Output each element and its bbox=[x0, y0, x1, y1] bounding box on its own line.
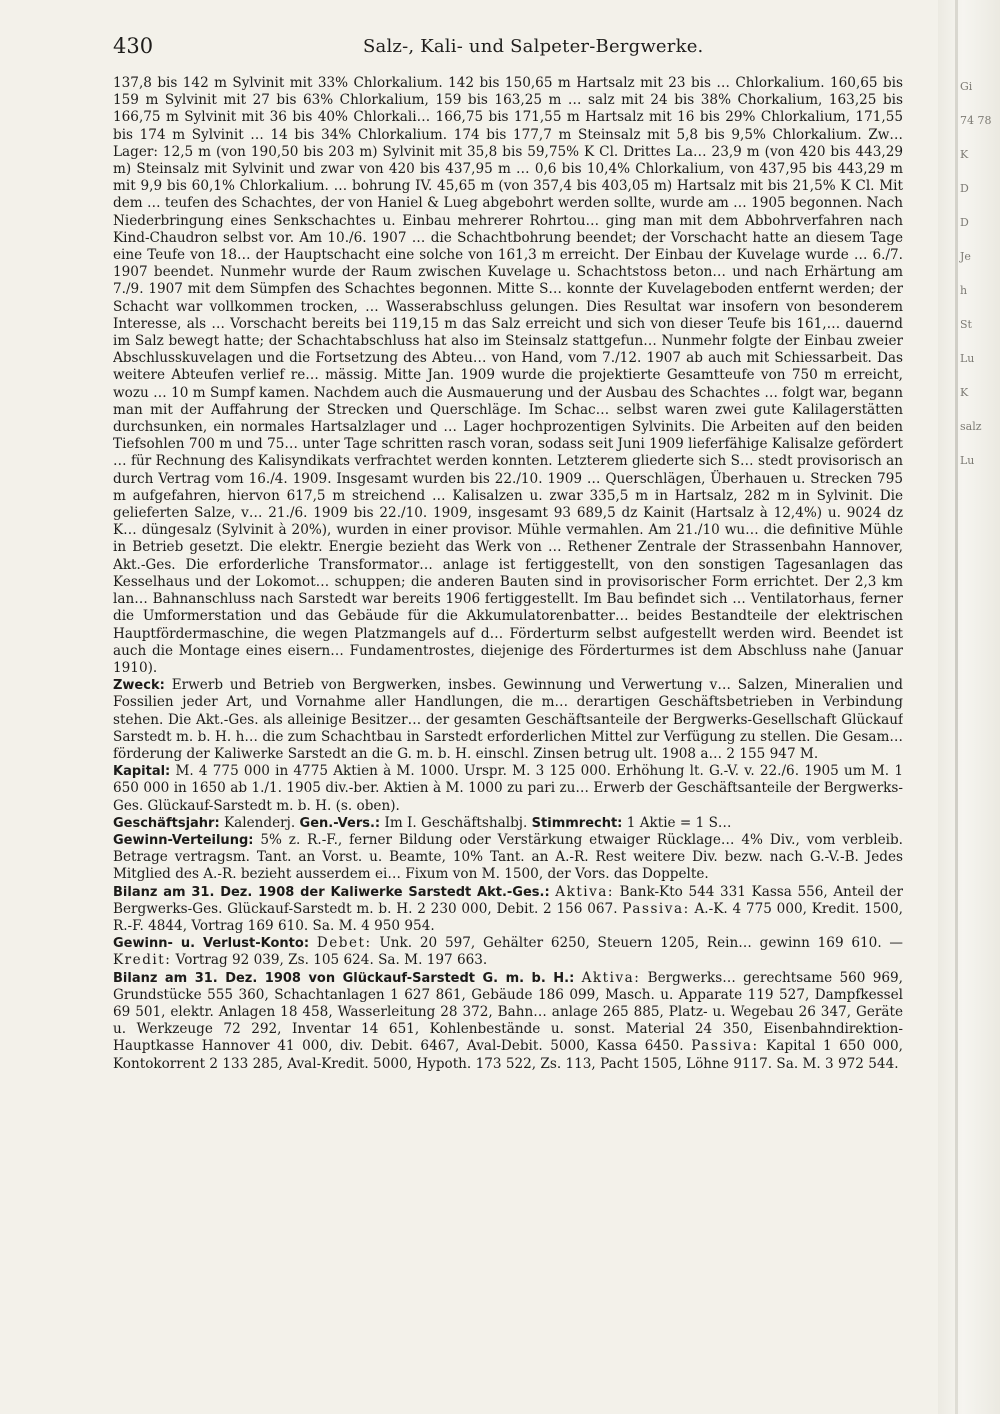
geschaeftsjahr-paragraph bbox=[113, 815, 903, 832]
page-number: 430 bbox=[113, 34, 154, 58]
gewinnverteilung-label: Gewinn-Verteilung: bbox=[113, 832, 254, 848]
gewinn-verlust-paragraph bbox=[113, 935, 903, 969]
bilanz-glueckauf-aktiva-label: Aktiva: bbox=[581, 969, 641, 986]
zweck-text: Erwerb und Betrieb von Bergwerken, insbes. Gewinnung und Verwertung v… Salzen, Mineralien und Fossilien jeder Art, und Vornahme aller Handlungen, die m… derartigen Geschäftsbetrieben in Verbindung stehen. Die Akt.-Ges. als alleinige Besitzer… der gesamten Geschäftsanteile der Bergwerks-Gesellschaft Glückauf Sarstedt m. b. H. h… die zum Schachtbau in Sarstedt erforderlichen Mittel zur Verfügung zu stellen. Die Gesam… förderung der Kaliwerke Sarstedt an die G. m. b. H. einschl. Zinsen betrug ult. 1908 a… 2 155 947 M. bbox=[113, 677, 903, 762]
margin-fragment: D bbox=[960, 182, 969, 195]
adjacent-page-bleed bbox=[960, 70, 1000, 570]
bilanz-kaliwerke-paragraph bbox=[113, 884, 903, 936]
bilanz-glueckauf-passiva-text: Kapital 1 650 000, Kontokorrent 2 133 285, Aval-Kredit. 5000, Hypoth. 173 522, Zs. 113, Pacht 1505, Löhne 9117. Sa. M. 3 972 544. bbox=[113, 1038, 903, 1072]
bilanz-kaliwerke-passiva-text: A.-K. 4 775 000, Kredit. 1500, R.-F. 4844, Vortrag 169 610. Sa. M. 4 950 954. bbox=[113, 900, 903, 934]
gewinn-verlust-debet-label: Debet: bbox=[316, 935, 372, 952]
running-title: Salz-, Kali- und Salpeter-Bergwerke. bbox=[363, 36, 704, 57]
margin-fragment: Je bbox=[960, 250, 971, 263]
geschaeftsjahr-label: Geschäftsjahr: bbox=[113, 815, 220, 831]
margin-fragment: D bbox=[960, 216, 969, 229]
margin-fragment: K bbox=[960, 148, 969, 161]
margin-fragment: Lu bbox=[960, 454, 975, 467]
history-paragraph: 137,8 bis 142 m Sylvinit mit 33% Chlorkalium. 142 bis 150,65 m Hartsalz mit 23 bis … Chlorkalium. 160,65 bis 159 m Sylvinit mit 27 bis 63% Chlorkalium, 159 bis 163,25 m … salz mit 24 bis 38% Chorkalium, 163,25 bis 166,75 m Sylvinit mit 36 bis 40% Chlorkali… 166,75 bis 171,55 m Hartsalz mit 16 bis 29% Chlorkalium, 171,55 bis 174 m Sylvinit … 14 bis 34% Chlorkalium. 174 bis 177,7 m Steinsalz mit 5,8 bis 9,5% Chlorkalium. Zw… Lager: 12,5 m (von 190,50 bis 203 m) Sylvinit mit 35,8 bis 59,75% K Cl. Drittes La… 23,9 m (von 420 bis 443,29 m) Steinsalz mit Sylvinit und zwar von 420 bis 437,95 m … 0,6 bis 10,4% Chlorkalium, von 437,95 bis 443,29 m mit 9,9 bis 60,1% Chlorkalium. … bohrung IV. 45,65 m (von 357,4 bis 403,05 m) Hartsalz mit bis 21,5% K Cl. Mit dem … teufen des Schachtes, der von Haniel & Lueg abgebohrt werden sollte, wurde am … 1905 begonnen. Nach Niederbringung eines Senkschachtes u. Einbau mehrerer Rohrtou… ging man mit dem Abbohrverfahren nach Kind-Chaudron selbst vor. Am 10./6. 1907 … die Schachtbohrung beendet; der Vorschacht hatte an diesem Tage eine Teufe von 18… der Hauptschacht eine solche von 161,3 m erreicht. Der Einbau der Kuvelage wurde … 6./7. 1907 beendet. Nunmehr wurde der Raum zwischen Kuvelage u. Schachtstoss beton… und nach Erhärtung am 7./9. 1907 mit dem Sümpfen des Schachtes begonnen. Mitte S… konnte der Kuvelageboden entfernt werden; der Schacht war vollkommen trocken, … Wasserabschluss gelungen. Dies Resultat war insofern von besonderem Interesse, als … Vorschacht bereits bei 119,15 m das Salz erreicht und sich von dieser Teufe bis 161,… dauernd im Salz bewegt hatte; der Schachtabschluss hat also im Steinsalz stattgefun… Nunmehr folgte der Einbau zweier Abschlusskuvelagen und die Fortsetzung des Abteu… von Hand, vom 7./12. 1907 ab auch mit Schiessarbeit. Das weitere Abteufen verlief re… mässig. Mitte Jan. 1909 wurde die projektierte Gesamtteufe von 750 m erreicht, wozu … 10 m Sumpf kamen. Nachdem auch die Ausmauerung und der Ausbau des Schachtes … folgt war, begann man mit der Auffahrung der Strecken und Querschläge. Im Schac… selbst waren zwei gute Kalilagerstätten durchsunken, ein normales Hartsalzlager und … Lager hochprozentigen Sylvinits. Die Arbeiten auf den beiden Tiefsohlen 700 m und 75… unter Tage schritten rasch voran, sodass seit Juni 1909 lieferfähige Kalisalze gefördert … für Rechnung des Kalisyndikats verfrachtet werden konnten. Letzterem gliederte sich S… stedt provisorisch an durch Vertrag vom 16./4. 1909. Insgesamt wurden bis 22./10. 1909 … Querschlägen, Überhauen u. Strecken 795 m aufgefahren, hiervon 617,5 m streichend … Kalisalzen u. zwar 335,5 m in Hartsalz, 282 m in Sylvinit. Die gelieferten Salze, v… 21./6. 1909 bis 22./10. 1909, insgesamt 93 689,5 dz Kainit (Hartsalz à 12,4%) u. 9024 dz K… düngesalz (Sylvinit à 20%), wurden in einer provisor. Mühle vermahlen. Am 21./10 wu… die definitive Mühle in Betrieb gesetzt. Die elektr. Energie bezieht das Werk von … Rethener Zentrale der Strassenbahn Hannover, Akt.-Ges. Die erforderliche Transformator… anlage ist fertiggestellt, von den sonstigen Tagesanlagen das Kesselhaus und der Lokomot… schuppen; die anderen Bauten sind in provisorischer Form errichtet. Der 2,3 km lan… Bahnanschluss nach Sarstedt war bereits 1906 fertiggestellt. Im Bau befindet sich … Ventilatorhaus, ferner die Umformerstation und das Gebäude für die Akkumulatorenbatter… beides Bestandteile der elektrischen Hauptfördermaschine, die wegen Platzmangels auf d… Förderturm selbst aufgestellt werden wird. Beendet ist auch die Montage eines eisern… Fundamentrostes, diejenige des Förderturmes ist dem Abschluss nahe (Januar 1910). bbox=[113, 75, 903, 676]
margin-fragment: Gi bbox=[960, 80, 973, 93]
bilanz-glueckauf-label: Bilanz am 31. Dez. 1908 von Glückauf-Sarstedt G. m. b. H.: bbox=[113, 970, 575, 986]
gewinn-verlust-debet-text: Unk. 20 597, Gehälter 6250, Steuern 1205, Rein… gewinn 169 610. bbox=[379, 935, 882, 952]
gewinn-verlust-label: Gewinn- u. Verlust-Konto: bbox=[113, 936, 310, 952]
margin-fragment: 74 78 bbox=[960, 114, 992, 127]
bilanz-kaliwerke-label: Bilanz am 31. Dez. 1908 der Kaliwerke Sarstedt Akt.-Ges.: bbox=[113, 884, 550, 900]
running-head bbox=[113, 34, 903, 64]
gewinnverteilung-text: 5% z. R.-F., ferner Bildung oder Verstärkung etwaiger Rücklage… 4% Div., vom verbleib. Betrage vertragsm. Tant. an Vorst. u. Beamte, 10% Tant. an A.-R. Rest weitere Div. bezw. nach G.-V.-B. Jedes Mitglied des A.-R. bezieht ausserdem ei… Fixum von M. 1500, der Vors. das Doppelte. bbox=[113, 831, 903, 883]
gewinn-verlust-separator: — bbox=[889, 935, 903, 952]
genvers-label: Gen.-Vers.: bbox=[299, 815, 381, 831]
bilanz-kaliwerke-aktiva-text: Bank-Kto 544 331 Kassa 556, Anteil der Bergwerks-Ges. Glückauf-Sarstedt m. b. H. 2 230 000, Debit. 2 156 067. bbox=[113, 883, 903, 917]
kapital-text: M. 4 775 000 in 4775 Aktien à M. 1000. Urspr. M. 3 125 000. Erhöhung lt. G.-V. v. 22./6. 1905 um M. 1 650 000 in 1650 ab 1./1. 1905 div.-ber. Aktien à M. 1000 zu pari zu… Erwerb der Geschäftsanteile der Bergwerks-Ges. Glückauf-Sarstedt m. b. H. (s. oben). bbox=[113, 763, 903, 814]
gewinn-verlust-kredit-label: Kredit: bbox=[113, 952, 172, 969]
kapital-label: Kapital: bbox=[113, 764, 171, 780]
margin-fragment: St bbox=[960, 318, 972, 331]
kapital-paragraph bbox=[113, 763, 903, 815]
stimmrecht-label: Stimmrecht: bbox=[531, 815, 623, 831]
margin-fragment: h bbox=[960, 284, 968, 297]
gewinn-verlust-kredit-text: Vortrag 92 039, Zs. 105 624. Sa. M. 197 663. bbox=[175, 952, 488, 969]
body-text bbox=[113, 75, 903, 1375]
bilanz-glueckauf-passiva-label: Passiva: bbox=[691, 1038, 759, 1055]
gutter-shadow bbox=[955, 0, 958, 1414]
geschaeftsjahr-text: Kalenderj. bbox=[224, 814, 296, 831]
margin-fragment: Lu bbox=[960, 352, 975, 365]
gewinnverteilung-paragraph bbox=[113, 832, 903, 884]
bilanz-glueckauf-paragraph bbox=[113, 970, 903, 1073]
margin-fragment: salz bbox=[960, 420, 982, 433]
stimmrecht-text: 1 Aktie = 1 S… bbox=[626, 814, 732, 831]
bilanz-kaliwerke-aktiva-label: Aktiva: bbox=[555, 883, 614, 900]
margin-fragment: K bbox=[960, 386, 969, 399]
zweck-label: Zweck: bbox=[113, 678, 165, 694]
bilanz-glueckauf-aktiva-text: Bergwerks… gerechtsame 560 969, Grundstücke 555 360, Schachtanlagen 1 627 861, Gebäude 186 099, Masch. u. Apparate 119 527, Dampfkessel 69 501, elektr. Anlagen 18 458, Wasserleitung 28 372, Bahn… anlage 265 885, Platz- u. Wegebau 26 347, Geräte u. Werkzeuge 72 292, Inventar 14 651, Kohlenbestände u. sonst. Material 24 350, Eisenbahndirektion-Hauptkasse Hannover 41 000, div. Debit. 6467, Aval-Debit. 5000, Kassa 6450. bbox=[113, 969, 903, 1055]
genvers-text: Im I. Geschäftshalbj. bbox=[384, 814, 528, 831]
bilanz-kaliwerke-passiva-label: Passiva: bbox=[622, 900, 690, 917]
zweck-paragraph bbox=[113, 677, 903, 763]
